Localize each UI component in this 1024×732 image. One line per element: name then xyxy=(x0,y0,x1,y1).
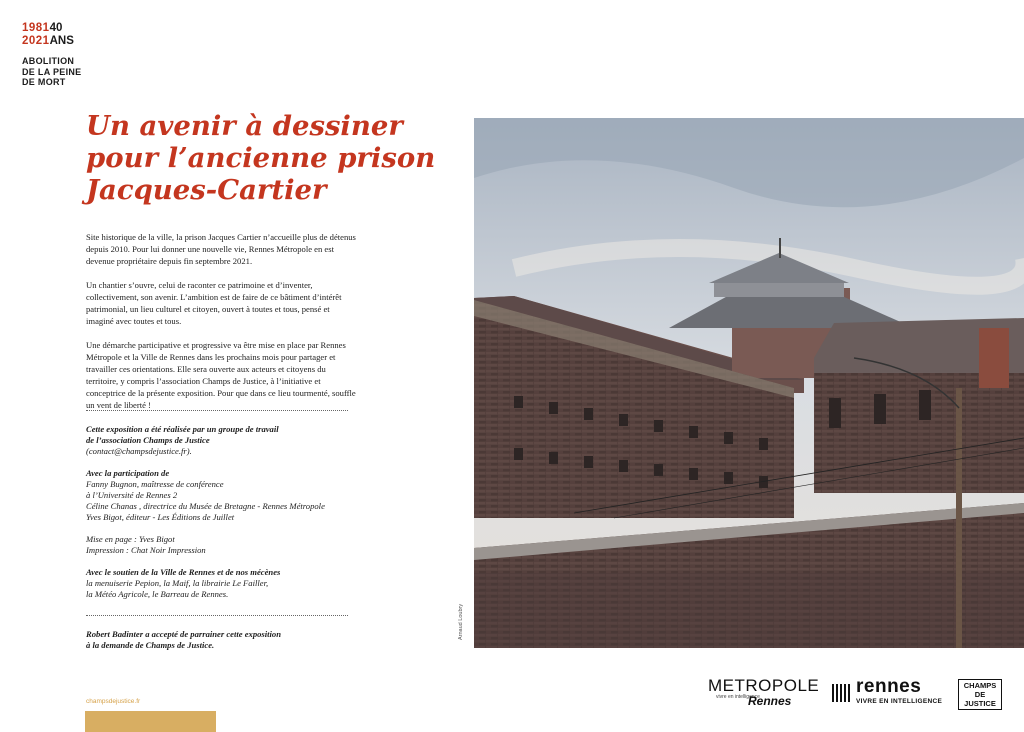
credit-line: la Météo Agricole, le Barreau de Rennes. xyxy=(86,589,229,599)
photo-credit: Arnaud Loubry xyxy=(458,603,464,640)
contact-email: (contact@champsdejustice.fr). xyxy=(86,446,192,456)
divider xyxy=(86,410,348,411)
title-line: pour l’ancienne prison xyxy=(86,142,436,174)
credit-line: Fanny Bugnon, maîtresse de conférence xyxy=(86,479,224,489)
intro-text xyxy=(86,231,358,423)
metropole-tagline: vivre en intelligence xyxy=(716,694,760,700)
metropole-script: Rennes xyxy=(748,694,792,708)
credit-line: Impression : Chat Noir Impression xyxy=(86,545,206,555)
credit-line: à l’Université de Rennes 2 xyxy=(86,490,178,500)
page-title xyxy=(86,110,466,206)
credit-line: la menuiserie Pepion, la Maif, la librairie Le Failler, xyxy=(86,578,269,588)
anniversary-logo xyxy=(22,22,81,88)
patron-block xyxy=(86,629,376,651)
rennes-flag-icon xyxy=(832,684,852,702)
paragraph: Site historique de la ville, la prison Jacques Cartier n’accueille plus de détenus depuis 2010. Pour lui donner une nouvelle vie, Rennes Métropole en est devenue propriétaire depuis fin septembre 2021. xyxy=(86,232,356,266)
cdj-line: JUSTICE xyxy=(964,699,996,708)
title-line: Un avenir à dessiner xyxy=(86,110,403,142)
credit-line: de l’association Champs de Justice xyxy=(86,435,210,445)
website-link[interactable]: champsdejustice.fr xyxy=(86,698,141,705)
credit-heading: Avec la participation de xyxy=(86,468,170,478)
caption-line: DE MORT xyxy=(22,77,66,87)
credit-line: Mise en page : Yves Bigot xyxy=(86,534,175,544)
year-start: 1981 xyxy=(22,22,50,34)
abolition-caption xyxy=(22,56,81,88)
credits-block xyxy=(86,424,376,600)
cdj-line: DE xyxy=(974,690,986,699)
paragraph: Un chantier s’ouvre, celui de raconter ce patrimoine et d’inventer, collectivement, son avenir. L’ambition est de faire de ce bâtiment d’intérêt patrimonial, un lieu culturel et citoyen, ouvert à toutes et tous, pensé et imaginé avec toutes et tous. xyxy=(86,280,342,326)
years-count: 40 xyxy=(49,22,63,34)
title-line: Jacques-Cartier xyxy=(86,174,327,206)
caption-line: DE LA PEINE xyxy=(22,66,82,77)
divider xyxy=(86,615,348,616)
credit-heading: Avec le soutien de la Ville de Rennes et de nos mécènes xyxy=(86,567,281,577)
metropole-logo[interactable] xyxy=(708,676,819,716)
prison-photo xyxy=(474,118,1024,648)
year-end: 2021 xyxy=(22,35,50,47)
rennes-wordmark: rennes xyxy=(856,676,922,697)
gold-bar xyxy=(85,711,216,732)
caption-line: ABOLITION xyxy=(22,56,75,66)
paragraph: Une démarche participative et progressive va être mise en place par Rennes Métropole et la Ville de Rennes dans les prochains mois pour partager et travailler ces orientations. Elle sera ouverte aux acteurs et citoyens du territoire, y compris l’association Champs de Justice, à l’initiative et conceptrice de la présente exposition. Pour que dans ce lieu tourmenté, souffle un vent de liberté ! xyxy=(86,340,356,410)
patron-line: à la demande de Champs de Justice. xyxy=(86,640,215,650)
rennes-logo[interactable] xyxy=(832,676,942,716)
metropole-wordmark: METROPOLE xyxy=(708,676,820,695)
cdj-line: CHAMPS xyxy=(963,681,997,690)
years-unit: ANS xyxy=(49,35,74,47)
credit-line: Cette exposition a été réalisée par un groupe de travail xyxy=(86,424,279,434)
champs-de-justice-logo[interactable] xyxy=(958,679,1002,710)
years-block xyxy=(22,22,81,48)
patron-line: Robert Badinter a accepté de parrainer cette exposition xyxy=(86,629,282,639)
credit-line: Céline Chanas , directrice du Musée de Bretagne - Rennes Métropole xyxy=(86,501,325,511)
credit-line: Yves Bigot, éditeur - Les Éditions de Juillet xyxy=(86,512,235,522)
rennes-tagline: VIVRE EN INTELLIGENCE xyxy=(856,698,943,705)
